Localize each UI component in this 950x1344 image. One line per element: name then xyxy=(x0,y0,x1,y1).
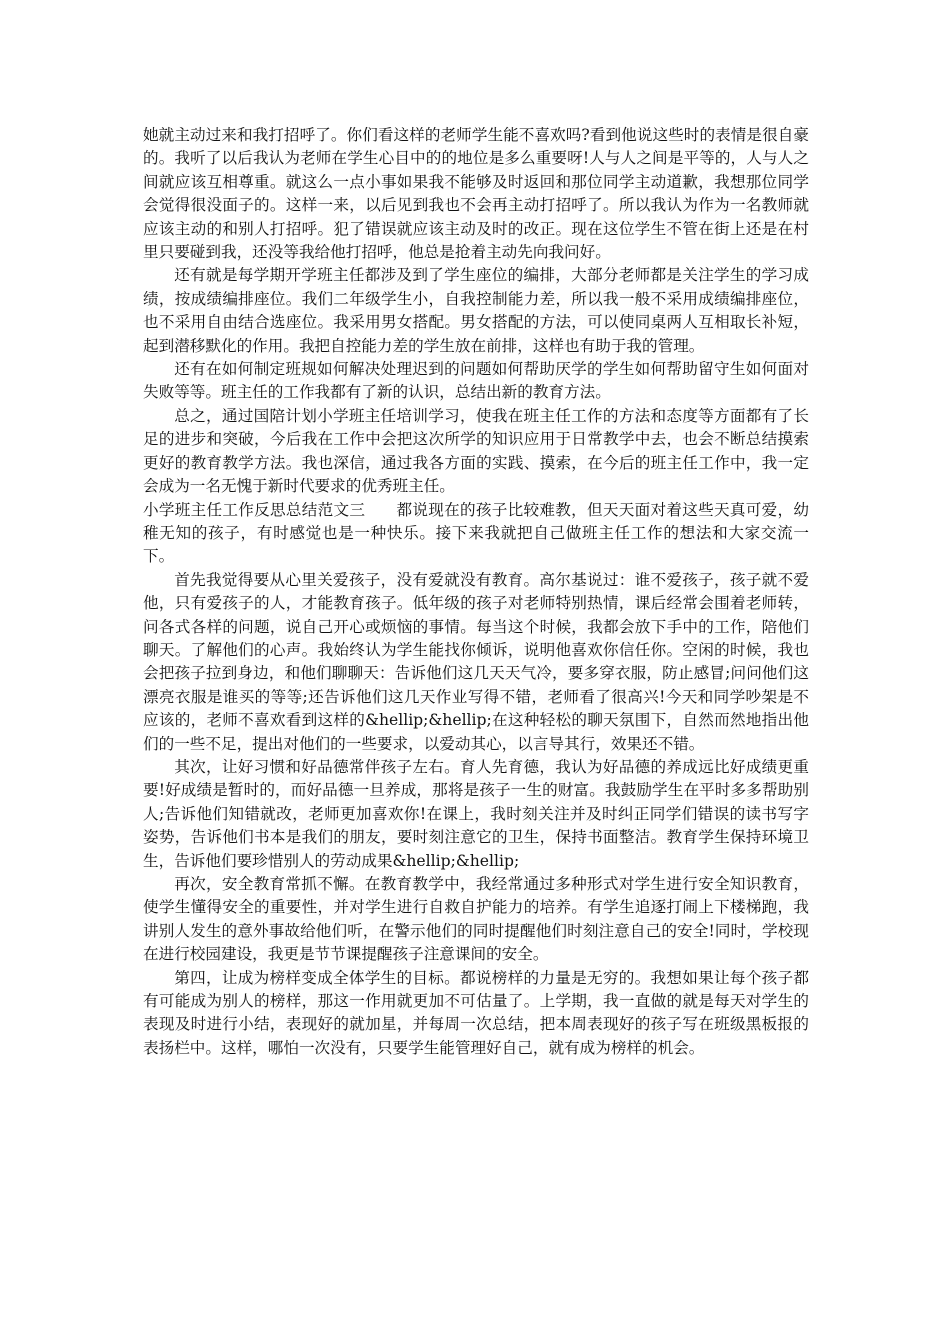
paragraph-2: 还有就是每学期开学班主任都涉及到了学生座位的编排，大部分老师都是关注学生的学习成绩，按成绩编排座位。我们二年级学生小，自我控制能力差，所以我一般不采用成绩编排座位，也不采用自由结合选座位。我采用男女搭配。男女搭配的方法，可以使同桌两人互相取长补短，起到潜移默化的作用。我把自控能力差的学生放在前排，这样也有助于我的管理。 xyxy=(143,266,809,355)
paragraph-3: 还有在如何制定班规如何解决处理迟到的问题如何帮助厌学的学生如何帮助留守生如何面对失败等等。班主任的工作我都有了新的认识，总结出新的教育方法。 xyxy=(143,360,809,402)
paragraph-4: 总之，通过国陪计划小学班主任培训学习，使我在班主任工作的方法和态度等方面都有了长足的进步和突破，今后我在工作中会把这次所学的知识应用于日常教学中去，也会不断总结摸索更好的教育教学方法。我也深信，通过我各方面的实践、摸索，在今后的班主任工作中，我一定会成为一名无愧于新时代要求的优秀班主任。 xyxy=(143,406,809,496)
paragraph-1: 她就主动过来和我打招呼了。你们看这样的老师学生能不喜欢吗?看到他说这些时的表情是很自豪的。我听了以后我认为老师在学生心目中的的地位是多么重要呀!人与人之间是平等的，人与人之间就应该互相尊重。就这么一点小事如果我不能够及时返回和那位同学主动道歉，我想那位同学会觉得很没面子的。这样一来，以后见到我也不会再主动打招呼了。所以我认为作为一名教师就应该主动的和别人打招呼。犯了错误就应该主动及时的改正。现在这位学生不管在街上还是在村里只要碰到我，还没等我给他打招呼，他总是抢着主动先向我问好。 xyxy=(143,126,809,262)
section-title: 小学班主任工作反思总结范文三 xyxy=(143,500,366,519)
paragraph-8: 再次，安全教育常抓不懈。在教育教学中，我经常通过多种形式对学生进行安全知识教育，使学生懂得安全的重要性，并对学生进行自救自护能力的培养。有学生追逐打闹上下楼梯跑，我讲别人发生的意外事故给他们听，在警示他们的同时提醒他们时刻注意自己的安全!同时，学校现在进行校园建设，我更是节节课提醒孩子注意课间的安全。 xyxy=(143,875,809,964)
paragraph-5 xyxy=(143,499,809,569)
document-page xyxy=(143,124,809,1060)
paragraph-6: 首先我觉得要从心里关爱孩子，没有爱就没有教育。高尔基说过：谁不爱孩子，孩子就不爱他，只有爱孩子的人，才能教育孩子。低年级的孩子对老师特别热情，课后经常会围着老师转，问各式各样的问题，说自己开心或烦恼的事情。每当这个时候，我都会放下手中的工作，陪他们聊天。了解他们的心声。我始终认为学生能找你倾诉，说明他喜欢你信任你。空闲的时候，我也会把孩子拉到身边，和他们聊聊天：告诉他们这几天天气冷，要多穿衣服，防止感冒;问问他们这漂亮衣服是谁买的等等;还告诉他们这几天作业写得不错，老师看了很高兴!今天和同学吵架是不应该的，老师不喜欢看到这样的&hellip;&hellip;在这种轻松的聊天氛围下，自然而然地指出他们的一些不足，提出对他们的一些要求，以爱动其心，以言导其行，效果还不错。 xyxy=(143,570,809,753)
paragraph-5-text: 都说现在的孩子比较难教，但天天面对着这些天真可爱，幼稚无知的孩子，有时感觉也是一种快乐。接下来我就把自己做班主任工作的想法和大家交流一下。 xyxy=(143,500,809,566)
paragraph-9: 第四，让成为榜样变成全体学生的目标。都说榜样的力量是无穷的。我想如果让每个孩子都有可能成为别人的榜样，那这一作用就更加不可估量了。上学期，我一直做的就是每天对学生的表现及时进行小结，表现好的就加星，并每周一次总结，把本周表现好的孩子写在班级黑板报的表扬栏中。这样，哪怕一次没有，只要学生能管理好自己，就有成为榜样的机会。 xyxy=(143,968,809,1057)
paragraph-7: 其次，让好习惯和好品德常伴孩子左右。育人先育德，我认为好品德的养成远比好成绩更重要!好成绩是暂时的，而好品德一旦养成，那将是孩子一生的财富。我鼓励学生在平时多多帮助别人;告诉他们知错就改，老师更加喜欢你!在课上，我时刻关注并及时纠正同学们错误的读书写字姿势，告诉他们书本是我们的朋友，要时刻注意它的卫生，保持书面整洁。教育学生保持环境卫生，告诉他们要珍惜别人的劳动成果&hellip;&hellip; xyxy=(143,757,809,870)
